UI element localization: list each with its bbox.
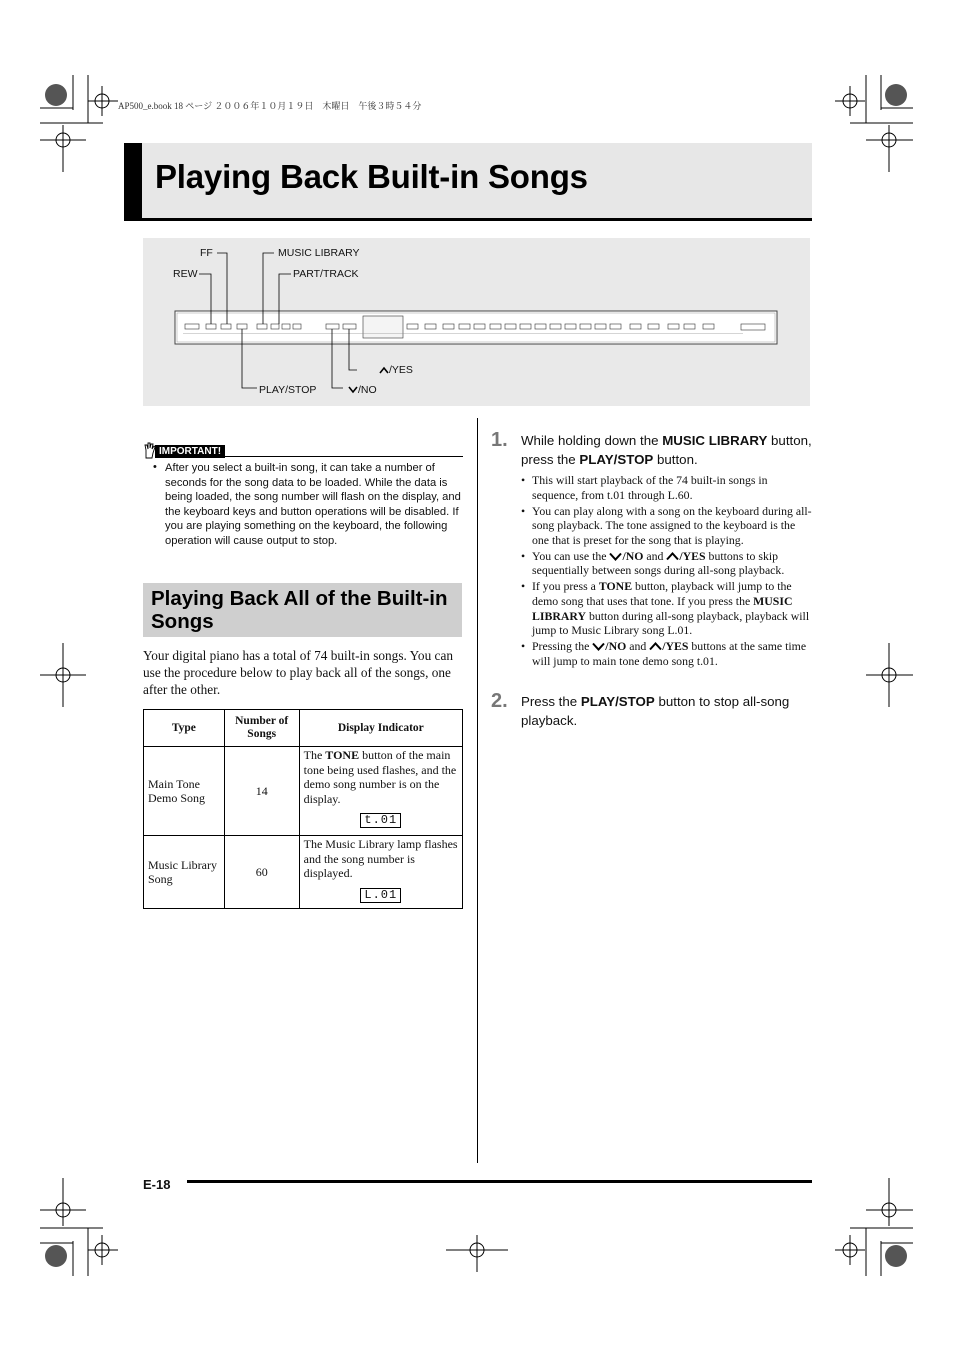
bullet-bold: MUSIC LIBRARY xyxy=(532,593,793,623)
table-cell-count: 14 xyxy=(224,747,299,836)
step-text-part: Press the xyxy=(521,694,581,709)
column-divider xyxy=(477,418,478,1163)
table-row xyxy=(144,747,463,836)
page-title: Playing Back Built-in Songs xyxy=(155,158,588,195)
title-accent-block xyxy=(124,143,142,221)
label-play-stop: PLAY/STOP xyxy=(259,384,317,396)
step-text-part: While holding down the xyxy=(521,433,663,448)
desc-text: button of the main tone being used flashes, and the demo song number is on the display. xyxy=(303,748,457,806)
list-item xyxy=(521,549,813,578)
panel-illustration xyxy=(143,238,810,406)
display-description xyxy=(304,748,458,806)
step-1-text xyxy=(521,431,813,469)
chevron-down-icon xyxy=(592,642,605,651)
bullet-text: button, playback will jump to the demo song that uses that tone. If you press the xyxy=(532,579,792,608)
bullet-bold: /YES xyxy=(662,639,689,654)
bullet-text: buttons at the same time will jump to main tone demo song t.01. xyxy=(532,639,807,668)
bullet-text: Pressing the xyxy=(532,639,593,654)
list-item: • You can play along with a song on the keyboard during all-song playback. The tone assigned to the keyboard is the one that is preset for the song that is playing. xyxy=(521,504,813,548)
bullet-text: button during all-song playback, playback will jump to Music Library song L.01. xyxy=(532,608,810,638)
desc-text: The xyxy=(303,748,326,762)
table-cell-display xyxy=(299,747,462,836)
table-header-row xyxy=(144,710,463,747)
step-text-part: button, press the xyxy=(521,433,812,467)
list-item: • This will start playback of the 74 built-in songs in sequence, from t.01 through L.60. xyxy=(521,473,813,502)
cell-text: Music Library Song xyxy=(148,857,217,886)
bullet-text: buttons to skip sequentially between songs during all-song playback. xyxy=(532,548,785,578)
bullet-text: and xyxy=(643,548,667,563)
step-2-number: 2. xyxy=(491,690,508,712)
step-1-bullets xyxy=(521,473,813,670)
print-metadata: AP500_e.book 18 ページ ２００６年１０月１９日 木曜日 午後３時５４分 xyxy=(118,101,422,111)
list-item xyxy=(521,639,813,668)
section-intro: Your digital piano has a total of 74 built-in songs. You can use the procedure below to play back all of the songs, one after the other. xyxy=(143,648,454,697)
chevron-up-icon xyxy=(666,552,679,561)
lcd-wrap xyxy=(304,812,458,828)
table-row xyxy=(144,836,463,909)
label-no-text: /NO xyxy=(358,384,377,396)
step-bold-part: PLAY/STOP xyxy=(579,452,654,467)
label-yes xyxy=(379,364,413,376)
important-rule xyxy=(225,456,463,457)
lcd-display-indicator: t.01 xyxy=(360,813,401,828)
table-cell-type xyxy=(144,747,225,836)
cell-text: Main Tone Demo Song xyxy=(148,776,205,805)
chevron-up-icon xyxy=(379,366,389,374)
step-bold-part: MUSIC LIBRARY xyxy=(662,433,768,448)
table-cell-type xyxy=(144,836,225,909)
song-type-table xyxy=(143,709,463,909)
label-no xyxy=(348,384,377,396)
label-yes-text: /YES xyxy=(389,364,413,376)
lcd-wrap xyxy=(304,887,458,903)
step-1-number: 1. xyxy=(491,429,508,451)
control-panel-diagram xyxy=(143,238,810,406)
bullet-bold: /YES xyxy=(679,548,706,563)
bullet-bold: /NO xyxy=(622,548,644,563)
page-number: E-18 xyxy=(143,1177,171,1192)
table-header xyxy=(224,710,299,747)
table-cell-display xyxy=(299,836,462,909)
bullet-text: If you press a xyxy=(532,579,599,594)
important-notice-header xyxy=(143,441,463,459)
list-item xyxy=(521,579,813,637)
label-music-library: MUSIC LIBRARY xyxy=(278,247,360,259)
table-header: Display Indicator xyxy=(299,710,462,747)
step-text-part: button. xyxy=(653,452,698,467)
section-title: Playing Back All of the Built-in Songs xyxy=(151,587,448,633)
desc-bold: TONE xyxy=(325,748,360,762)
label-part-track: PART/TRACK xyxy=(293,268,359,280)
step-bold-part: PLAY/STOP xyxy=(580,694,655,709)
label-ff: FF xyxy=(200,247,213,259)
table-header-text: Number of Songs xyxy=(235,715,289,740)
table-header: Type xyxy=(144,710,225,747)
chevron-down-icon xyxy=(609,552,622,561)
important-text: After you select a built-in song, it can take a number of seconds for the song data to be loaded. While the data is being loaded, the song number will flash on the display, and the keyboard keys and button operations will be disabled. If you are playing something on the keyboard, the following operation will cause output to stop. xyxy=(165,462,461,547)
important-bullet-mark: • xyxy=(153,461,157,473)
step-2-text xyxy=(521,692,813,730)
table-cell-count: 60 xyxy=(224,836,299,909)
lcd-display-indicator: L.01 xyxy=(360,888,401,903)
bullet-bold: /NO xyxy=(605,639,627,654)
display-description xyxy=(304,837,458,881)
desc-text: The Music Library lamp flashes and the song number is displayed. xyxy=(303,837,458,880)
step-text-part: button to stop all-song playback. xyxy=(521,694,790,728)
bullet-bold: TONE xyxy=(598,579,633,594)
chevron-down-icon xyxy=(348,386,358,394)
bullet-text: You can use the xyxy=(532,548,610,563)
bullet-text: and xyxy=(626,639,650,654)
chevron-up-icon xyxy=(649,642,662,651)
label-rew: REW xyxy=(173,268,198,280)
footer-rule xyxy=(187,1180,812,1183)
important-tag: IMPORTANT! xyxy=(155,445,225,458)
